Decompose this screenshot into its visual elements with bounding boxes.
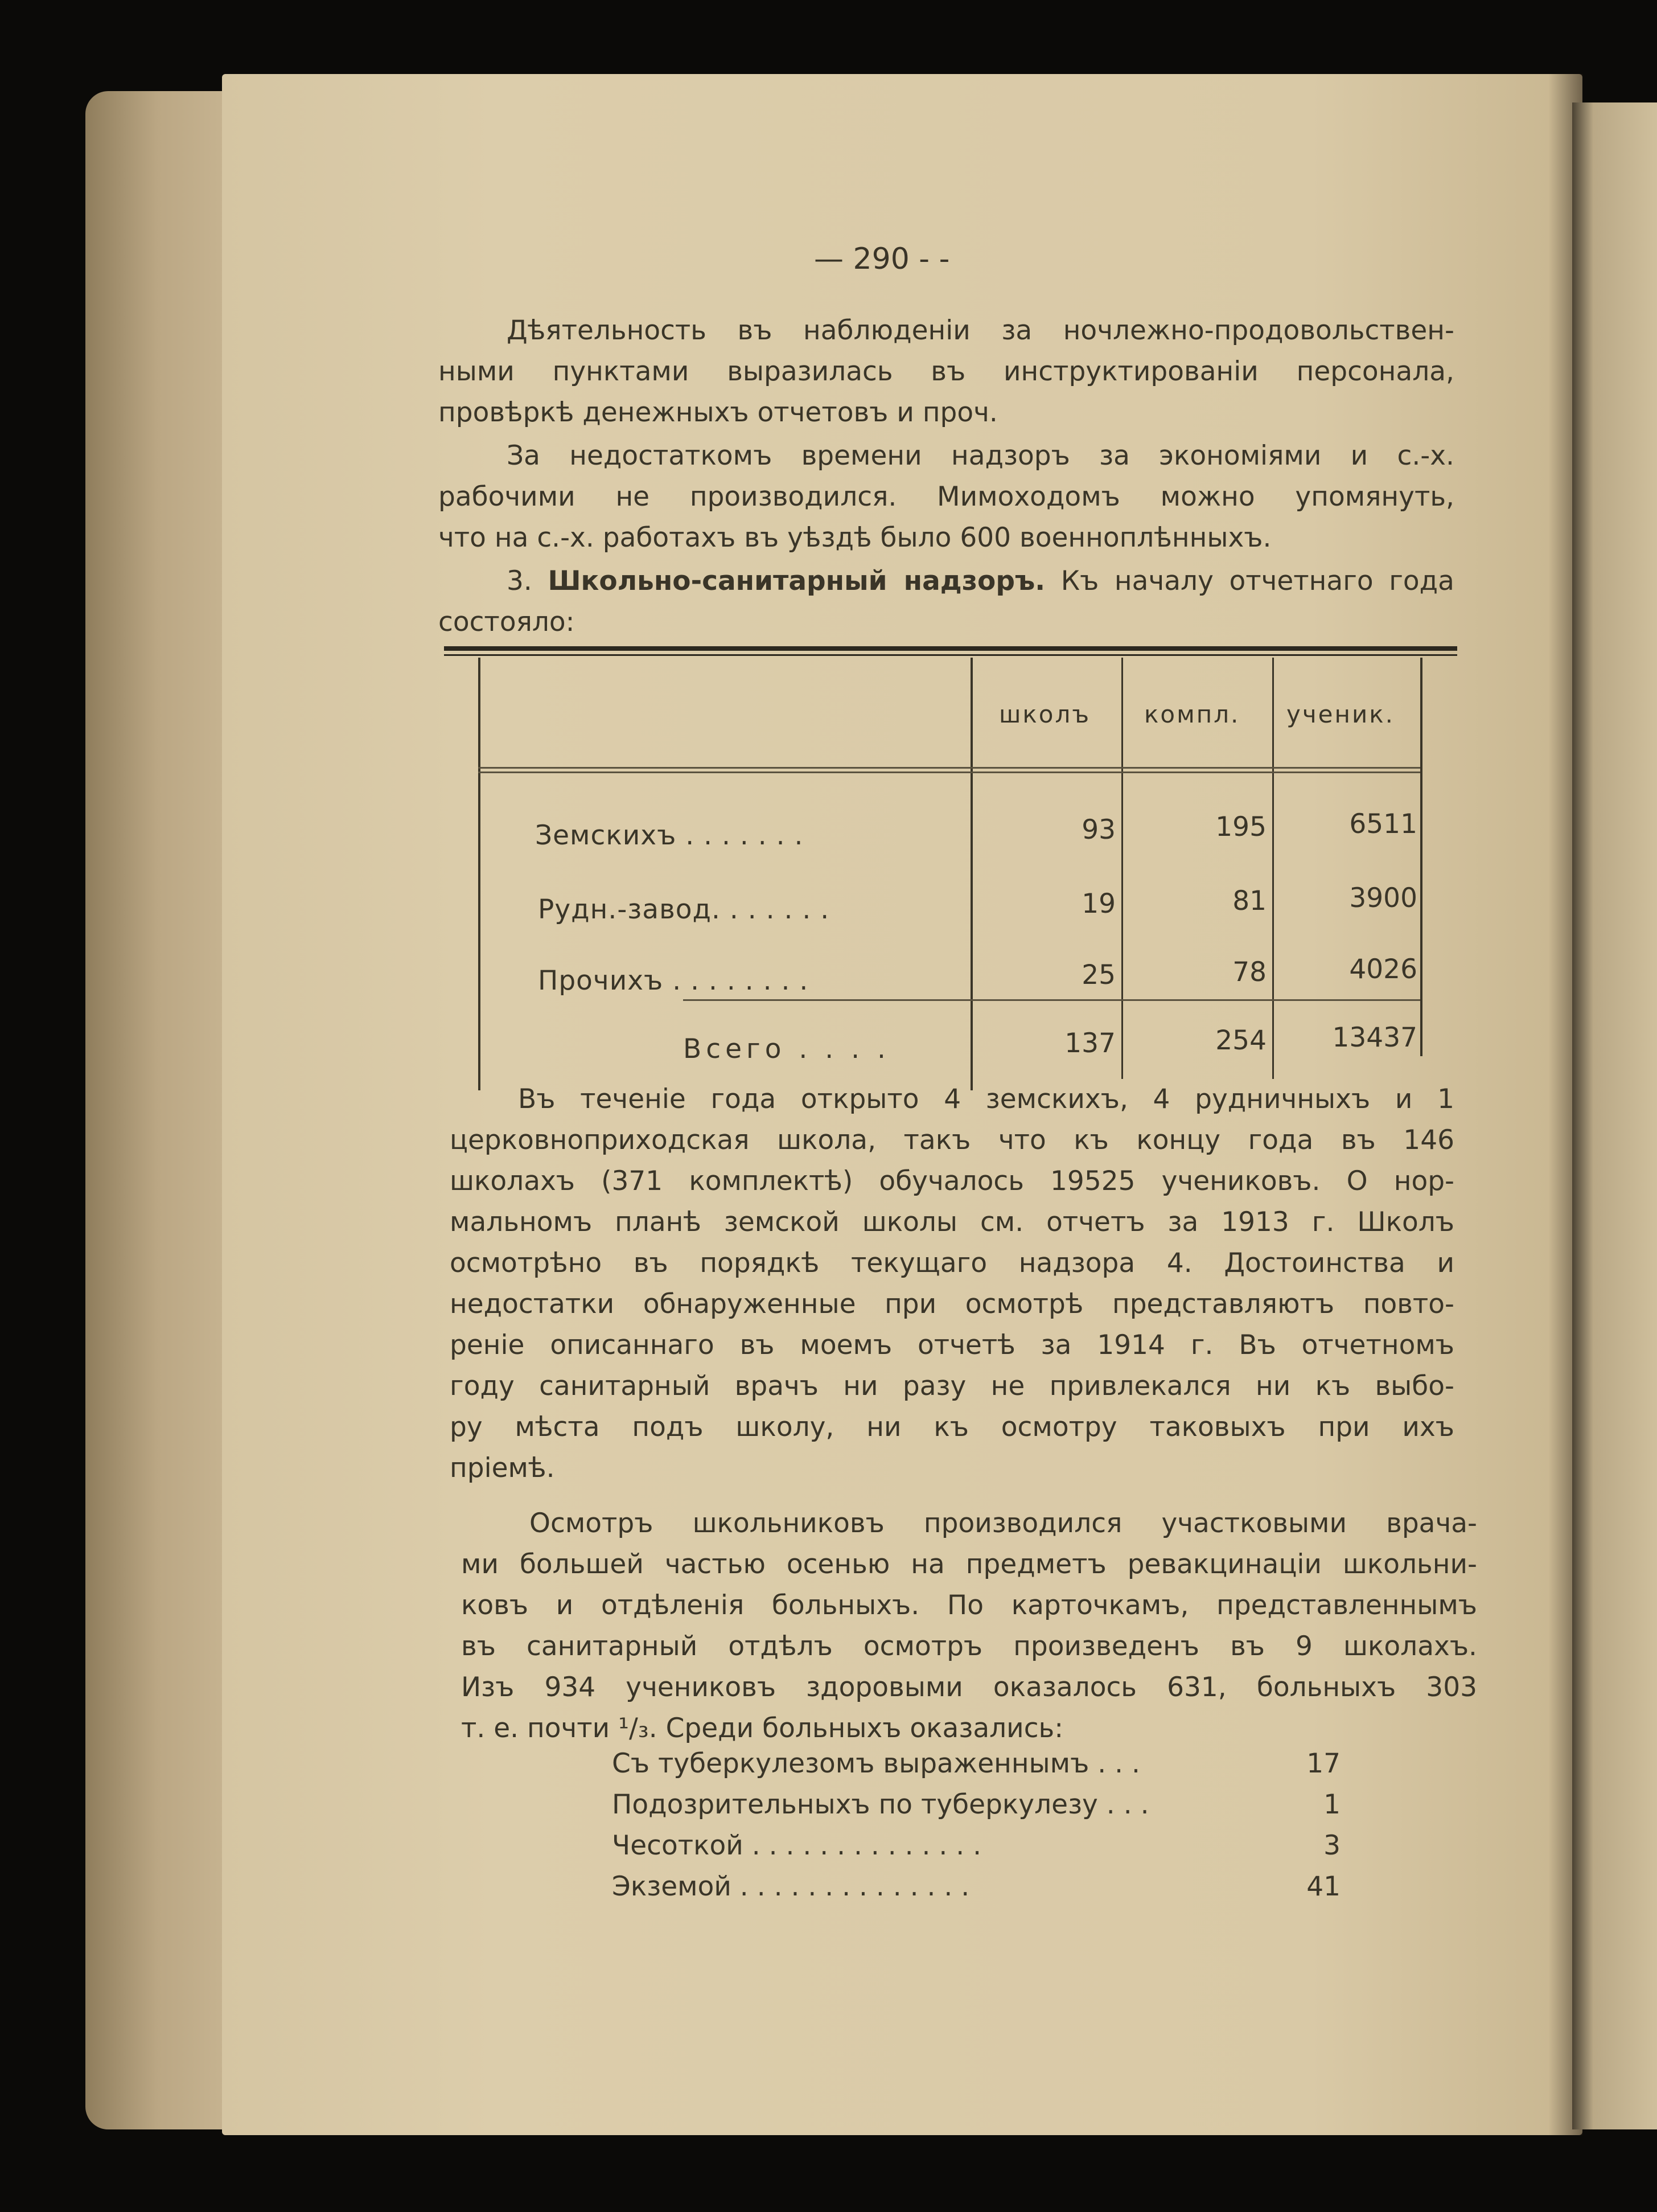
next-page-edge [1572,102,1657,2129]
table-divider [971,658,973,1090]
list-item [612,1748,1341,1788]
table-cell: 81 [1232,885,1267,917]
row-label: Земскихъ . . . . . . . [535,820,804,851]
list-item [612,1789,1341,1829]
text-line: Дѣятельность въ наблюденіи за ночлежно-продовольствен- [507,315,1454,346]
row-label: Прочихъ . . . . . . . . [538,965,809,996]
text-line: т. е. почти ¹/₃. Среди больныхъ оказались: [461,1713,1064,1744]
text-line: въ санитарный отдѣлъ осмотръ произведенъ въ 9 школахъ. [461,1631,1477,1662]
text-line: За недостаткомъ времени надзоръ за экономіями и с.-х. [507,440,1454,471]
list-item-value: 41 [1306,1871,1341,1902]
paragraph-2 [438,436,1454,559]
header-rule-2 [478,771,1420,773]
table-cell: 6511 [1349,809,1417,840]
text-line: ковъ и отдѣленія больныхъ. По карточкамъ, представленнымъ [461,1590,1477,1621]
text-line: осмотрѣно въ порядкѣ текущаго надзора 4. Достоинства и [450,1247,1454,1279]
table-cell: 195 [1215,811,1267,843]
row-label: Рудн.-завод. . . . . . . [538,894,830,925]
table-cell: 78 [1232,957,1267,988]
text-line: рабочими не производился. Мимоходомъ можно упомянуть, [438,481,1454,512]
text-line: ми большей частью осенью на предметъ ревакцинаціи школьни- [461,1549,1477,1580]
list-item-value: 17 [1306,1748,1341,1779]
text-line: провѣркѣ денежныхъ отчетовъ и проч. [438,397,998,428]
total-cell: 254 [1215,1025,1267,1056]
list-item [612,1830,1341,1870]
text-line: пріемѣ. [450,1452,555,1484]
table-top-rule [444,646,1457,651]
column-header: школъ [999,700,1091,728]
paragraph-1 [438,310,1454,433]
text-line: мальномъ планѣ земской школы см. отчетъ за 1913 г. Школъ [450,1206,1454,1238]
total-rule [683,999,1420,1001]
paragraph-4 [450,1079,1454,1489]
list-item-label: Подозрительныхъ по туберкулезу . . . [612,1789,1149,1820]
total-cell: 13437 [1332,1022,1417,1053]
section-heading-rest: Къ началу отчетнаго года [1060,565,1454,597]
text-line: церковноприходская школа, такъ что къ концу года въ 146 [450,1125,1454,1156]
table-cell: 4026 [1349,954,1417,985]
text-line: Осмотръ школьниковъ производился участковыми врача- [529,1508,1477,1539]
list-item-label: Чесоткой . . . . . . . . . . . . . . [612,1830,982,1861]
table-divider [1121,658,1123,1079]
table-top-rule-2 [444,654,1457,656]
table-border-left [478,658,480,1090]
section-heading: Школьно-санитарный надзоръ. [548,565,1046,597]
text-line: Въ теченіе года открыто 4 земскихъ, 4 рудничныхъ и 1 [518,1084,1454,1115]
page-number: — 290 - - [814,242,950,276]
list-item-label: Экземой . . . . . . . . . . . . . . [612,1871,970,1902]
schools-table [444,646,1457,1090]
text-line: состояло: [438,606,575,638]
column-header: компл. [1144,700,1240,728]
section-number: 3. [507,565,532,597]
total-cell: 137 [1064,1028,1116,1059]
list-item-value: 1 [1323,1789,1341,1820]
text-line: школахъ (371 комплектѣ) обучалось 19525 учениковъ. О нор- [450,1165,1454,1197]
text-line: ными пунктами выразилась въ инструктированіи персонала, [438,356,1454,387]
text-line: ру мѣста подъ школу, ни къ осмотру таковыхъ при ихъ [450,1411,1454,1443]
total-label: Всего . . . . [683,1033,890,1065]
text-line: недостатки обнаруженные при осмотрѣ представляютъ повто- [450,1288,1454,1320]
table-border-right [1420,658,1422,1056]
section-heading-line [438,561,1454,602]
table-cell: 25 [1082,959,1116,991]
list-item [612,1871,1341,1911]
table-cell: 3900 [1349,883,1417,914]
text-line: году санитарный врачъ ни разу не привлекался ни къ выбо- [450,1370,1454,1402]
paragraph-5 [461,1503,1477,1749]
list-item-label: Съ туберкулезомъ выраженнымъ . . . [612,1748,1140,1779]
table-cell: 93 [1082,814,1116,846]
list-item-value: 3 [1323,1830,1341,1861]
header-rule [478,767,1420,769]
table-cell: 19 [1082,888,1116,920]
text-line: Изъ 934 учениковъ здоровыми оказалось 631, больныхъ 303 [461,1672,1477,1703]
paragraph-3 [438,561,1454,643]
text-line: что на с.-х. работахъ въ уѣздѣ было 600 военноплѣнныхъ. [438,522,1272,553]
text-line: реніе описаннаго въ моемъ отчетѣ за 1914 г. Въ отчетномъ [450,1329,1454,1361]
column-header: ученик. [1286,700,1395,728]
table-divider [1272,658,1274,1079]
